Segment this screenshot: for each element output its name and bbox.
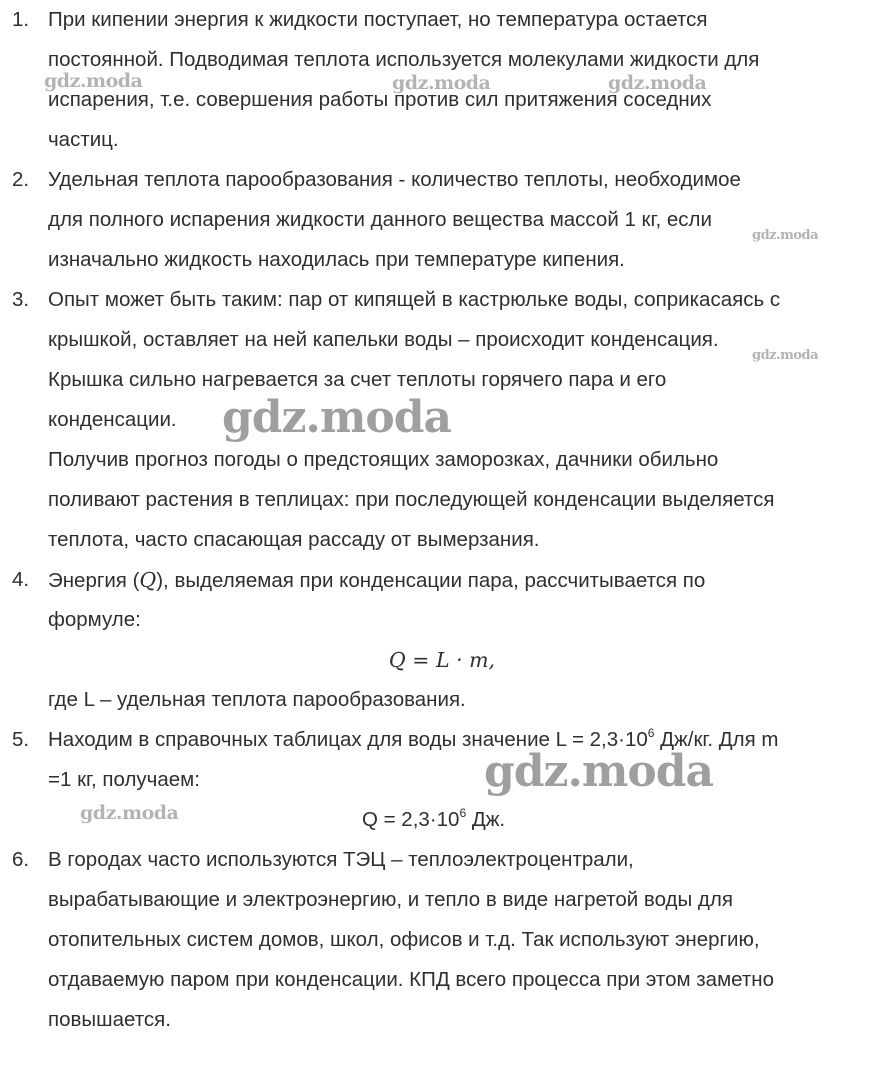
watermark: gdz.moda: [484, 746, 714, 797]
item-3-line-5: Получив прогноз погоды о предстоящих заморозках, дачники обильно: [48, 448, 719, 471]
item-5-exponent: 6: [647, 726, 655, 740]
energy-variable: Q: [139, 568, 157, 592]
item-6-line-4: отдаваемую паром при конденсации. КПД всего процесса при этом заметно: [48, 968, 774, 991]
watermark: gdz.moda: [392, 72, 491, 94]
item-number-6: 6.: [12, 848, 30, 871]
watermark: gdz.moda: [752, 348, 819, 363]
watermark: gdz.moda: [44, 70, 143, 92]
item-4-line-1-pre: Энергия (: [48, 569, 140, 592]
item-number-1: 1.: [12, 8, 30, 31]
item-6-line-1: В городах часто используются ТЭЦ – теплоэлектроцентрали,: [48, 848, 634, 871]
item-1-line-1: При кипении энергия к жидкости поступает, но температура остается: [48, 8, 708, 31]
item-number-4: 4.: [12, 568, 30, 591]
result-post: Дж.: [466, 808, 506, 831]
watermark: gdz.moda: [80, 802, 179, 824]
item-5-line-1-pre: Находим в справочных таблицах для воды значение L = 2,3·10: [48, 728, 648, 751]
item-2-line-3: изначально жидкость находилась при температуре кипения.: [48, 248, 625, 271]
item-6-line-3: отопительных систем домов, школ, офисов и т.д. Так используют энергию,: [48, 928, 760, 951]
watermark: gdz.moda: [222, 392, 452, 443]
result-pre: Q = 2,3·10: [362, 808, 460, 831]
item-3-line-3: Крышка сильно нагревается за счет теплоты горячего пара и его: [48, 368, 667, 391]
item-2-line-1: Удельная теплота парообразования - количество теплоты, необходимое: [48, 168, 741, 191]
item-1-line-2: постоянной. Подводимая теплота используется молекулами жидкости для: [48, 48, 760, 71]
item-3-line-7: теплота, часто спасающая рассаду от вымерзания.: [48, 528, 540, 551]
formula-note: где L – удельная теплота парообразования.: [48, 688, 466, 711]
item-1-line-4: частиц.: [48, 128, 119, 151]
item-5-line-1: [48, 720, 878, 760]
item-1-line-3: испарения, т.е. совершения работы против сил притяжения соседних: [48, 88, 712, 111]
item-number-3: 3.: [12, 288, 30, 311]
item-3-line-1: Опыт может быть таким: пар от кипящей в кастрюльке воды, соприкасаясь с: [48, 288, 781, 311]
item-6-line-5: повышается.: [48, 1008, 171, 1031]
formula: Q = L · m,: [388, 648, 496, 672]
item-number-2: 2.: [12, 168, 30, 191]
result-exponent: 6: [459, 806, 467, 820]
item-4-line-2: формуле:: [48, 608, 141, 631]
item-4-line-1-post: ), выделяемая при конденсации пара, рассчитывается по: [156, 569, 706, 592]
watermark: gdz.moda: [608, 72, 707, 94]
result-line: [362, 800, 878, 840]
item-5-line-2: =1 кг, получаем:: [48, 768, 200, 791]
item-2-line-2: для полного испарения жидкости данного вещества массой 1 кг, если: [48, 208, 712, 231]
item-4-line-1: [48, 560, 878, 600]
item-3-line-6: поливают растения в теплицах: при последующей конденсации выделяется: [48, 488, 775, 511]
item-6-line-2: вырабатывающие и электроэнергию, и тепло в виде нагретой воды для: [48, 888, 733, 911]
item-number-5: 5.: [12, 728, 30, 751]
item-3-line-2: крышкой, оставляет на ней капельки воды – происходит конденсация.: [48, 328, 719, 351]
watermark: gdz.moda: [752, 228, 819, 243]
item-5-line-1-post: Дж/кг. Для m: [654, 728, 779, 751]
item-3-line-4: конденсации.: [48, 408, 177, 431]
